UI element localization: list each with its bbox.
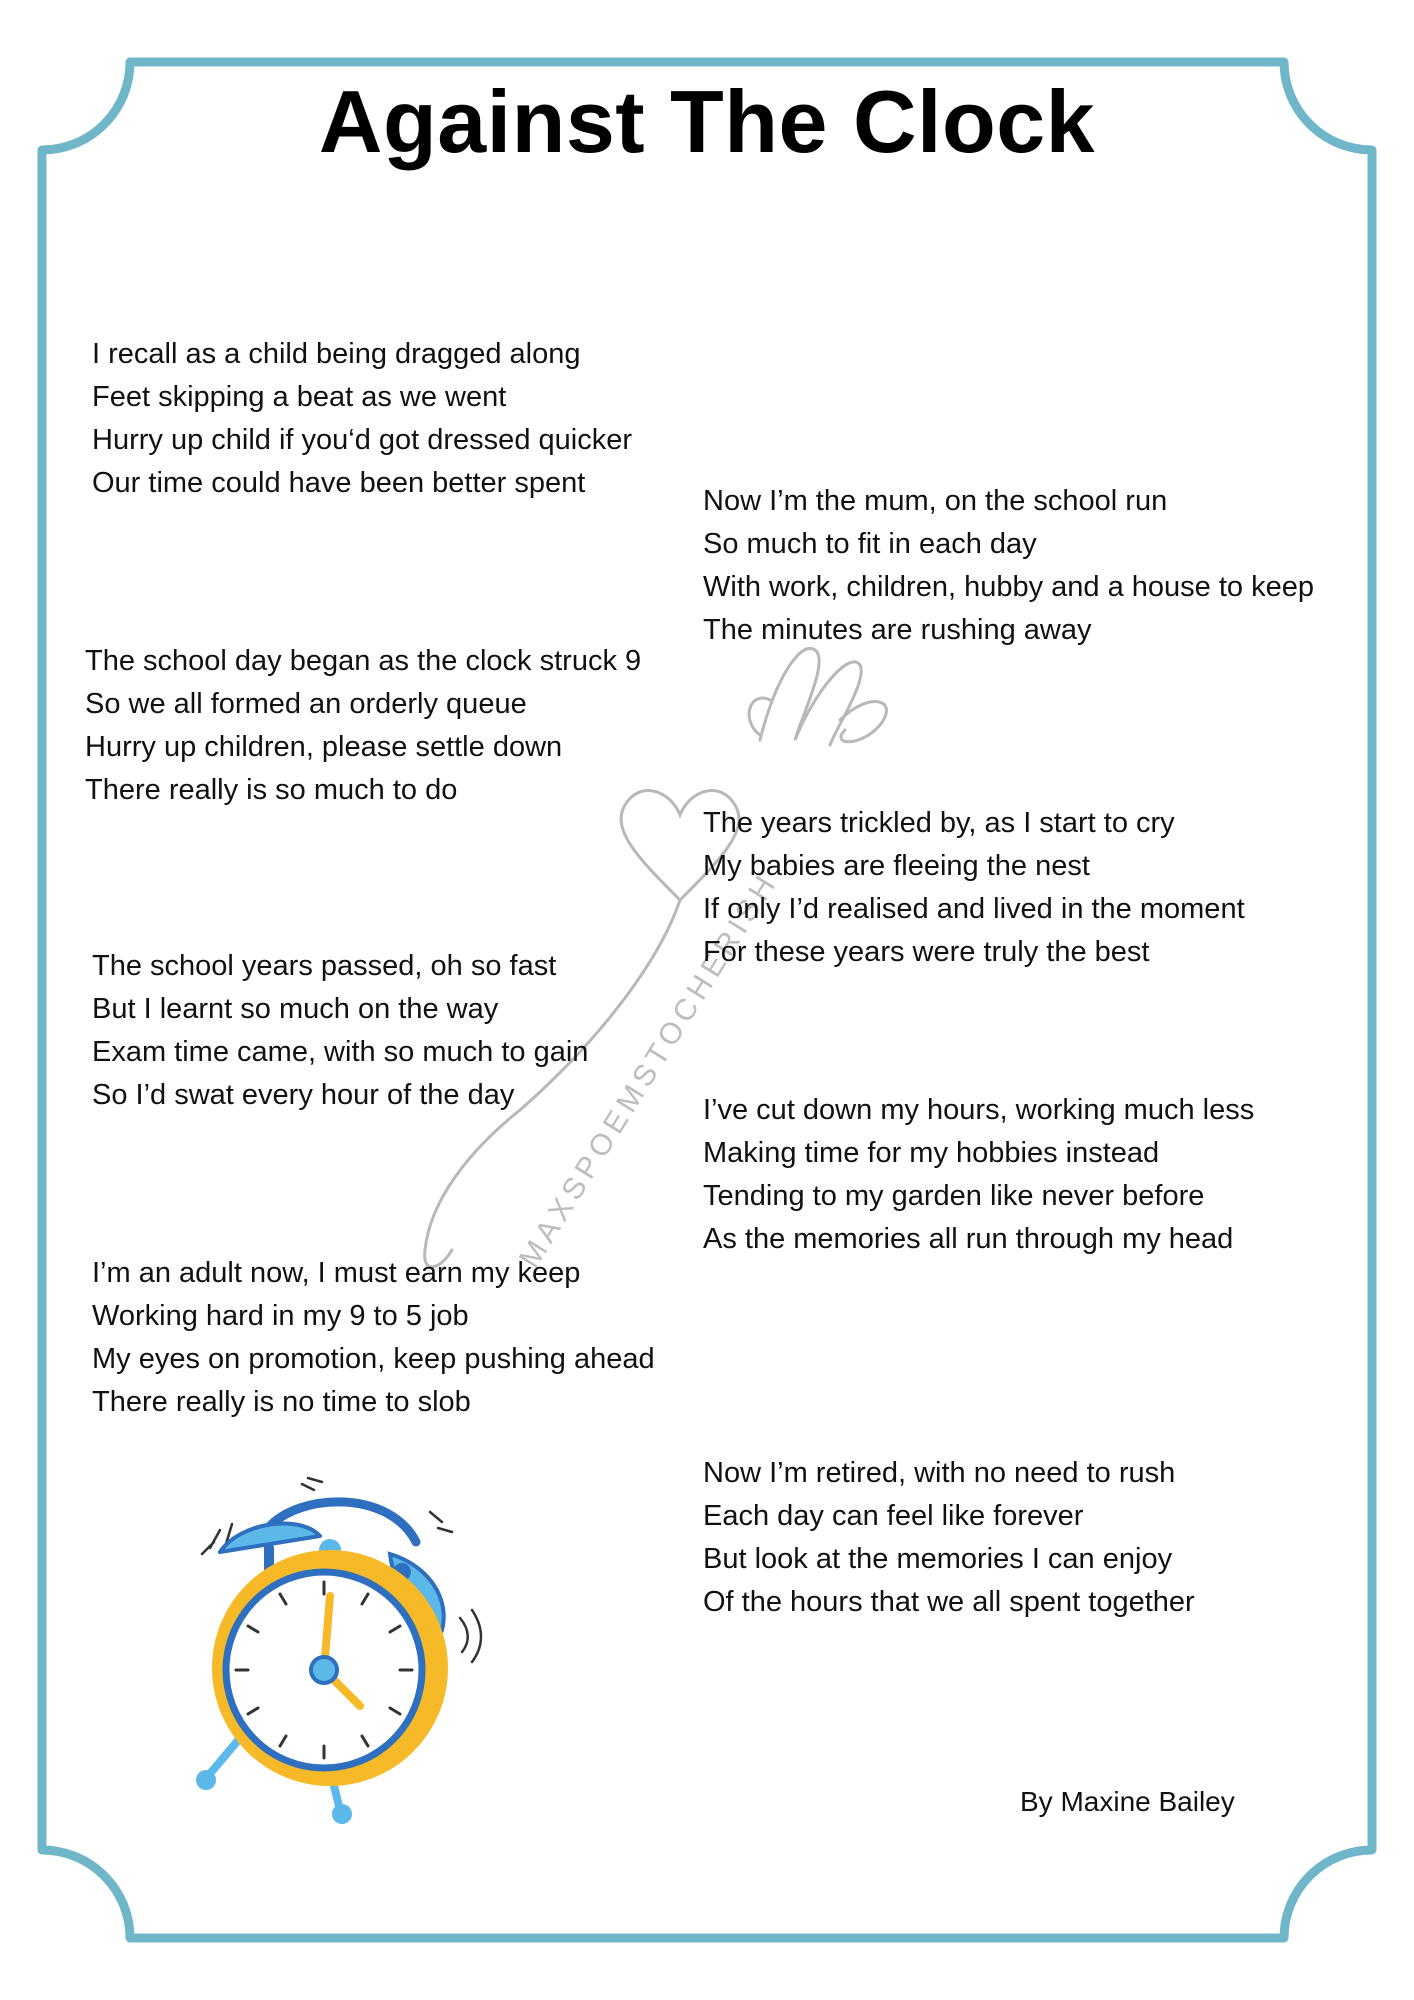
- poem-line: There really is no time to slob: [92, 1386, 471, 1418]
- poem-line: If only I’d realised and lived in the moment: [703, 893, 1245, 925]
- stanza-2: [85, 640, 641, 812]
- poem-line: Of the hours that we all spent together: [703, 1586, 1195, 1618]
- poem-line: So much to fit in each day: [703, 528, 1037, 560]
- poem-line: But look at the memories I can enjoy: [703, 1543, 1173, 1575]
- poem-line: The school years passed, oh so fast: [92, 950, 557, 982]
- poem-line: With work, children, hubby and a house to keep: [703, 571, 1314, 603]
- poem-line: I recall as a child being dragged along: [92, 338, 581, 370]
- poem-title: Against The Clock: [318, 72, 1096, 171]
- stanza-6: [703, 802, 1245, 974]
- poem-line: Now I’m the mum, on the school run: [703, 485, 1168, 517]
- poem-line: Our time could have been better spent: [92, 467, 586, 499]
- poem-line: But I learnt so much on the way: [92, 993, 499, 1025]
- poem-line: My babies are fleeing the nest: [703, 850, 1090, 882]
- poem-line: The minutes are rushing away: [703, 614, 1092, 646]
- poem-line: So we all formed an orderly queue: [85, 688, 527, 720]
- stanza-1: [92, 333, 632, 505]
- stanza-4: [92, 1252, 655, 1424]
- stanza-8: [703, 1452, 1195, 1624]
- poem-line: I’ve cut down my hours, working much less: [703, 1094, 1255, 1126]
- poem-line: Hurry up children, please settle down: [85, 731, 563, 763]
- poem-line: Now I’m retired, with no need to rush: [703, 1457, 1176, 1489]
- stanza-7: [703, 1089, 1254, 1261]
- poem-line: As the memories all run through my head: [703, 1223, 1234, 1255]
- poem-author: By Maxine Bailey: [1020, 1786, 1235, 1817]
- poem-line: Each day can feel like forever: [703, 1500, 1084, 1532]
- poem-line: For these years were truly the best: [703, 936, 1150, 968]
- poem-line: Feet skipping a beat as we went: [92, 381, 507, 413]
- stanza-5: [703, 480, 1314, 652]
- stanza-3: [92, 945, 588, 1117]
- poem-line: So I’d swat every hour of the day: [92, 1079, 515, 1111]
- poem-line: The school day began as the clock struck 9: [85, 645, 642, 677]
- poem-line: Making time for my hobbies instead: [703, 1137, 1160, 1169]
- poem-line: Exam time came, with so much to gain: [92, 1036, 589, 1068]
- poem-line: Working hard in my 9 to 5 job: [92, 1300, 469, 1332]
- poem-line: There really is so much to do: [85, 774, 458, 806]
- watermark-text: MAXSPOEMSTOCHERISH: [512, 866, 785, 1274]
- poem-line: Hurry up child if you‘d got dressed quicker: [92, 424, 632, 456]
- poem-line: The years trickled by, as I start to cry: [703, 807, 1175, 839]
- poem-line: I’m an adult now, I must earn my keep: [92, 1257, 581, 1289]
- poem-line: Tending to my garden like never before: [703, 1180, 1205, 1212]
- alarm-clock-icon: [180, 1470, 500, 1830]
- poem-line: My eyes on promotion, keep pushing ahead: [92, 1343, 655, 1375]
